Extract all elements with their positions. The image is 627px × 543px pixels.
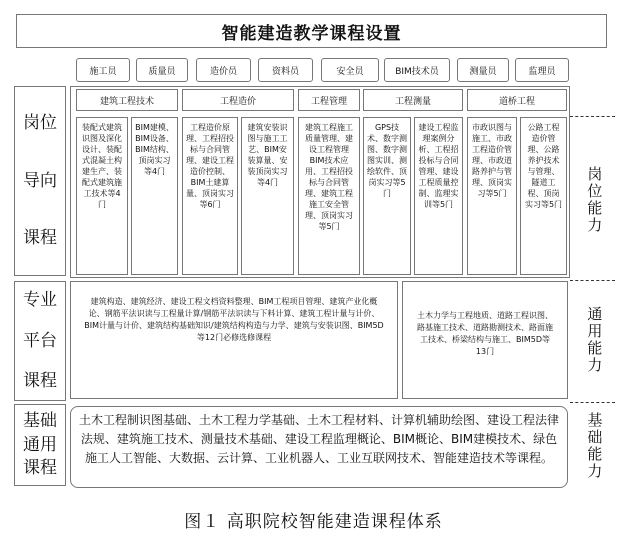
post-label-line-1: 岗位	[23, 113, 57, 133]
post-course-box: 建筑安装识图与施工工艺、BIM安装算量、安装顶岗实习等4门	[241, 117, 294, 275]
role-document-clerk: 资料员	[258, 58, 313, 82]
basic-ability-label: 基础能力	[585, 412, 604, 480]
platform-label-line-3: 课程	[23, 371, 57, 391]
post-label-line-3: 课程	[23, 228, 57, 248]
role-bim-technician: BIM技术员	[384, 58, 450, 82]
post-course-box: 工程造价原理、工程招投标与合同管理、建设工程造价控制、BIM土建算量、顶岗实习等6门	[182, 117, 238, 275]
divider-line	[570, 280, 615, 281]
role-supervisor: 监理员	[515, 58, 569, 82]
post-ability-label: 岗位能力	[585, 166, 604, 234]
basic-label-line-1: 基础	[23, 411, 57, 431]
platform-label-line-2: 平台	[23, 330, 57, 351]
role-construction-worker: 施工员	[76, 58, 130, 82]
platform-label-line-1: 专业	[23, 290, 57, 310]
category-engineering-survey: 工程测量	[363, 89, 463, 111]
basic-label-line-3: 课程	[23, 458, 57, 478]
post-course-box: 建筑工程施工质量管理、建设工程管理BIM技术应用、工程招投标与合同管理、建筑工程施工安全管理、顶岗实习等5门	[298, 117, 360, 275]
post-label-line-2: 导向	[23, 170, 57, 191]
platform-courses-building: 建筑构造、建筑经济、建设工程文档资料整理、BIM工程项目管理、建筑产业化概论、钢筋平法识读与工程量计算/钢筋平法识读与下料计算、建筑工程计量与计价、BIM计量与计价、建筑结构基础知识/建筑结构构造与力学、建筑与安装识图、BIM5D等12门必修选修课程	[70, 281, 398, 399]
post-course-box: 装配式建筑识图及深化设计、装配式混凝土构建生产、装配式建筑施工技术等4门	[76, 117, 128, 275]
post-course-label	[14, 86, 66, 276]
role-safety-officer: 安全员	[321, 58, 379, 82]
post-course-box: 市政识图与施工、市政工程造价管理、市政道路养护与管理、顶岗实习等5门	[467, 117, 517, 275]
divider-line	[570, 402, 615, 403]
role-cost-estimator: 造价员	[196, 58, 251, 82]
general-ability-label: 通用能力	[585, 306, 604, 374]
platform-courses-road-bridge: 土木力学与工程地质、道路工程识图、路基施工技术、道路勘测技术、路面施工技术、桥梁结构与施工、BIM5D等13门	[402, 281, 568, 399]
category-engineering-cost: 工程造价	[182, 89, 294, 111]
post-course-box: BIM建模、BIM设备、BIM结构、顶岗实习等4门	[131, 117, 178, 275]
basic-courses: 土木工程制识图基础、土木工程力学基础、土木工程材料、计算机辅助绘图、建设工程法律法规、建筑施工技术、测量技术基础、建设工程监理概论、BIM概论、BIM建模技术、绿色施工人工智能、大数据、云计算、工业机器人、工业互联网技术、智能建造技术等课程。	[70, 406, 568, 488]
basic-course-label	[14, 404, 66, 486]
post-course-box: 公路工程造价管理、公路养护技术与管理、隧道工程、顶岗实习等5门	[520, 117, 567, 275]
post-course-box: GPS技术、数字测图、数字测图实训、测绘软件、顶岗实习等5门	[363, 117, 411, 275]
role-surveyor: 测量员	[457, 58, 509, 82]
category-road-bridge: 道桥工程	[467, 89, 567, 111]
category-engineering-management: 工程管理	[298, 89, 360, 111]
divider-line	[570, 116, 615, 117]
diagram-title: 智能建造教学课程设置	[16, 14, 607, 48]
platform-course-label	[14, 281, 66, 401]
figure-caption: 图１ 高职院校智能建造课程体系	[184, 511, 443, 532]
category-building-engineering: 建筑工程技术	[76, 89, 178, 111]
role-quality-inspector: 质量员	[136, 58, 188, 82]
post-course-box: 建设工程监理案例分析、工程招投标与合同管理、建设工程质量控制、监理实训等5门	[414, 117, 463, 275]
basic-label-line-2: 通用	[23, 434, 57, 455]
